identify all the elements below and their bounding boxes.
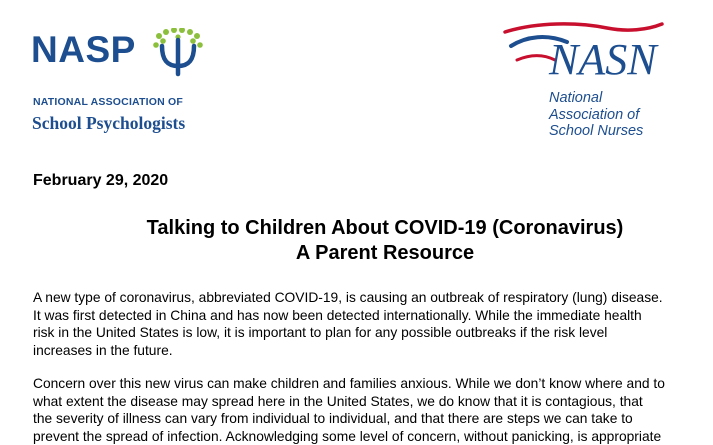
nasp-wordmark: NASP (31, 29, 136, 70)
nasn-name-line: National (549, 90, 603, 106)
document-date: February 29, 2020 (33, 172, 169, 189)
paragraph (33, 375, 713, 445)
nasp-subtitle-line1: NATIONAL ASSOCIATION OF (33, 96, 184, 108)
paragraph-line: what extent the disease may spread here in the United States, we do know that it is contagious, that (33, 393, 643, 409)
nasn-wordmark (497, 20, 697, 82)
paragraph-line: increases in the future. (33, 342, 173, 358)
nasp-subtitle-line2: School Psychologists (32, 113, 186, 133)
paragraph (33, 289, 713, 359)
paragraph-line: It was first detected in China and has now been detected internationally. While the immediate health (33, 307, 642, 323)
nasn-full-name (549, 90, 643, 140)
document-title: Talking to Children About COVID-19 (Coronavirus) (146, 217, 624, 239)
paragraph-line: prevent the spread of infection. Acknowledging some level of concern, without panicking, is appropriate (33, 428, 662, 444)
paragraph-line: the severity of illness can vary from individual to individual, and that there are steps we can take to (33, 411, 633, 427)
nasn-logo (497, 20, 697, 150)
document-subtitle: A Parent Resource (295, 242, 475, 264)
paragraph-line: risk in the United States is low, it is important to plan for any possible outbreaks if the risk level (33, 325, 608, 341)
paragraph-line: Concern over this new virus can make children and families anxious. While we don’t know where and to (33, 376, 665, 391)
psi-tree-icon (153, 28, 223, 80)
nasn-wordmark-text: NASN (549, 35, 657, 82)
nasn-name-line: School Nurses (549, 123, 644, 139)
paragraph-line: A new type of coronavirus, abbreviated COVID-19, is causing an outbreak of respiratory (lung) disease. (33, 290, 663, 305)
nasn-name-line: Association of (549, 106, 640, 123)
